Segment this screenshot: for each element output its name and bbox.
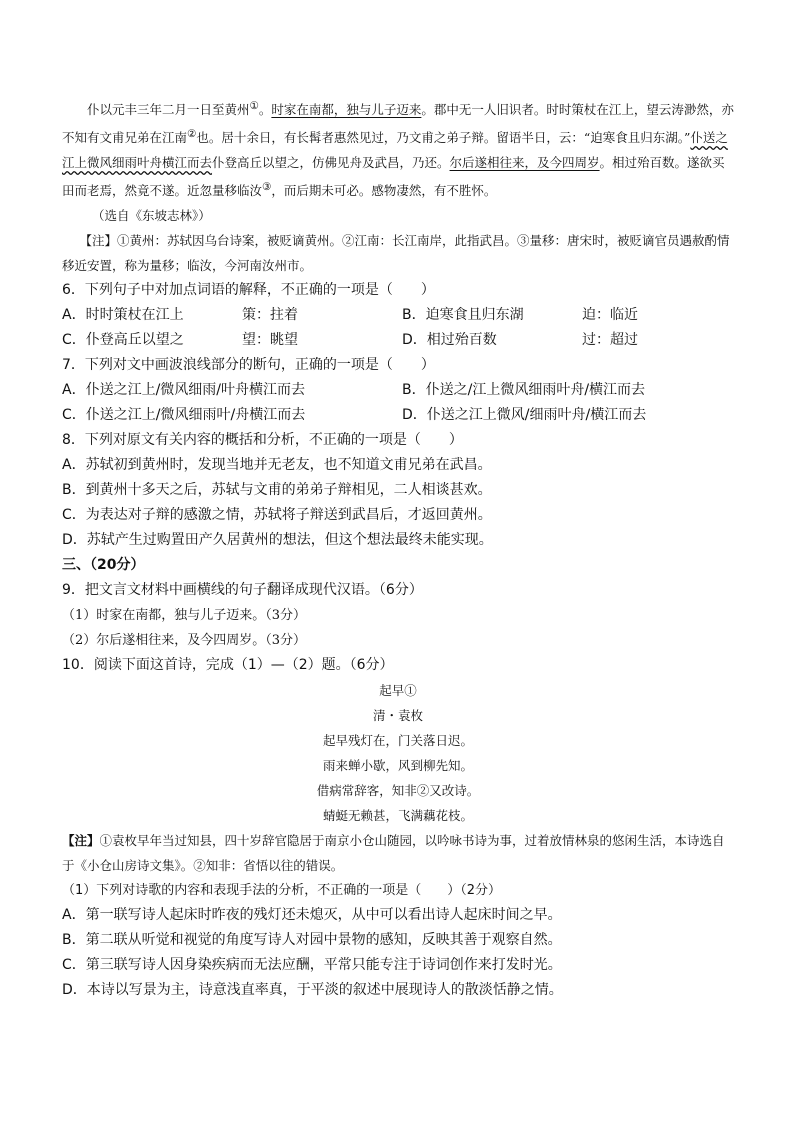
- q6-option-a: A．时时策杖在江上: [62, 307, 184, 324]
- poem-author: 清・袁枚: [372, 708, 423, 724]
- q7-option-b: B．仆送之/江上微风细雨叶舟/横江而去: [402, 382, 646, 399]
- q6-option-c: C．仆登高丘以望之: [62, 332, 184, 349]
- poem-note-text: ①袁枚早年当过知县，四十岁辞官隐居于南京小仓山随园，以吟咏书诗为事，过着放情林泉的悠闲生活，本诗选自于《小仓山房诗文集》。②知非：省悟以往的错误。: [62, 833, 725, 874]
- question-8-stem: 8．下列对原文有关内容的概括和分析，不正确的一项是（ ）: [62, 432, 463, 449]
- note-mark-2: ②: [187, 128, 197, 141]
- q9-sub-1: （1）时家在南都，独与儿子迈来。（3分）: [62, 608, 307, 624]
- poem-title: 起早①: [379, 683, 417, 699]
- classical-passage: 仆以元丰三年二月一日至黄州①。时家在南都，独与儿子迈来。郡中无一人旧识者。时时策杖在江上，望云涛渺然，亦不知有文甫兄弟在江南②也。居十余日，有长髯者惠然见过，乃文甫之弟子辩。留语半日，云：“迫寒食且归东湖。”仆送之江上微风细雨叶舟横江而去仆登高丘以望之，仿佛见舟及武昌，乃还。尔后遂相往来，及今四周岁。相过殆百数。遂欲买田而老焉，然竟不遂。近忽量移临汝③，而后期未可必。感物凄然，有不胜怀。: [62, 100, 734, 199]
- q7-option-d: D．仆送之江上微风/细雨叶舟/横江而去: [402, 407, 647, 424]
- q6-option-c-gloss: 望：眺望: [242, 332, 298, 349]
- q6-option-b-gloss: 迫：临近: [582, 307, 638, 324]
- passage-source: （选自《东坡志林》）: [92, 208, 211, 224]
- q10-option-a: A．第一联写诗人起床时昨夜的残灯还未熄灭，从中可以看出诗人起床时间之早。: [62, 907, 562, 924]
- passage-note: 【注】①黄州：苏轼因乌台诗案，被贬谪黄州。②江南：长江南岸，此指武昌。③量移：唐宋时，被贬谪官员遇赦酌情移近安置，称为量移；临汝，今河南汝州市。: [62, 233, 730, 274]
- question-9-stem: 9．把文言文材料中画横线的句子翻译成现代汉语。（6分）: [62, 582, 423, 599]
- poem-line-3: 借病常辞客，知非②又改诗。: [316, 783, 480, 799]
- q7-option-c: C．仆送之江上/微风细雨叶/舟横江而去: [62, 407, 306, 424]
- poem-note-label: 【注】: [62, 833, 100, 849]
- note-mark-1: ①: [249, 100, 259, 112]
- question-7-row-2: [62, 403, 734, 428]
- q8-option-d: D．苏轼产生过购置田产久居黄州的想法，但这个想法最终未能实现。: [62, 532, 493, 549]
- note-mark-3: ③: [262, 181, 272, 194]
- question-6-row-1: [62, 303, 734, 328]
- section-3-heading: 三、（20分）: [62, 557, 145, 574]
- poem-line-2: 雨来蝉小歇，风到柳先知。: [322, 758, 473, 774]
- q8-option-b: B．到黄州十多天之后，苏轼与文甫的弟弟子辩相见，二人相谈甚欢。: [62, 482, 492, 499]
- question-7-row-1: [62, 378, 734, 403]
- poem-line-4: 蜻蜓无赖甚，飞满藕花枝。: [322, 808, 473, 824]
- question-10-stem: 10．阅读下面这首诗，完成（1）—（2）题。（6分）: [62, 657, 394, 674]
- q6-option-a-gloss: 策：拄着: [242, 307, 298, 324]
- q10-option-d: D．本诗以写景为主，诗意浅直率真，于平淡的叙述中展现诗人的散淡恬静之情。: [62, 982, 563, 999]
- q10-option-b: B．第二联从听觉和视觉的角度写诗人对园中景物的感知，反映其善于观察自然。: [62, 932, 562, 949]
- q10-option-c: C．第三联写诗人因身染疾病而无法应酬，平常只能专注于诗词创作来打发时光。: [62, 957, 562, 974]
- q7-option-a: A．仆送之江上/微风细雨/叶舟横江而去: [62, 382, 306, 399]
- q6-option-d-gloss: 过：超过: [582, 332, 638, 349]
- q8-option-a: A．苏轼初到黄州时，发现当地并无老友，也不知道文甫兄弟在武昌。: [62, 457, 492, 474]
- question-6-stem: 6．下列句子中对加点词语的解释，不正确的一项是（ ）: [62, 282, 435, 299]
- q9-sub-2: （2）尔后遂相往来，及今四周岁。（3分）: [62, 633, 307, 649]
- q10-sub-1: （1）下列对诗歌的内容和表现手法的分析，不正确的一项是（ ）（2分）: [62, 883, 502, 899]
- wavy-underlined-sentence: 仆送之江上微风细雨叶舟横江而去: [62, 130, 728, 171]
- q6-option-b: B．迫寒食且归东湖: [402, 307, 524, 324]
- question-7-stem: 7．下列对文中画波浪线部分的断句，正确的一项是（ ）: [62, 357, 435, 374]
- q6-option-d: D．相过殆百数: [402, 332, 497, 349]
- poem-note: [62, 828, 734, 878]
- question-6-row-2: [62, 328, 734, 353]
- underlined-sentence-1: 时家在南都，独与儿子迈来: [271, 102, 422, 118]
- q8-option-c: C．为表达对子辩的感激之情，苏轼将子辩送到武昌后，才返回黄州。: [62, 507, 492, 524]
- poem-line-1: 起早残灯在，门关落日迟。: [322, 733, 473, 749]
- underlined-sentence-2: 尔后遂相往来，及今四周岁: [449, 155, 600, 171]
